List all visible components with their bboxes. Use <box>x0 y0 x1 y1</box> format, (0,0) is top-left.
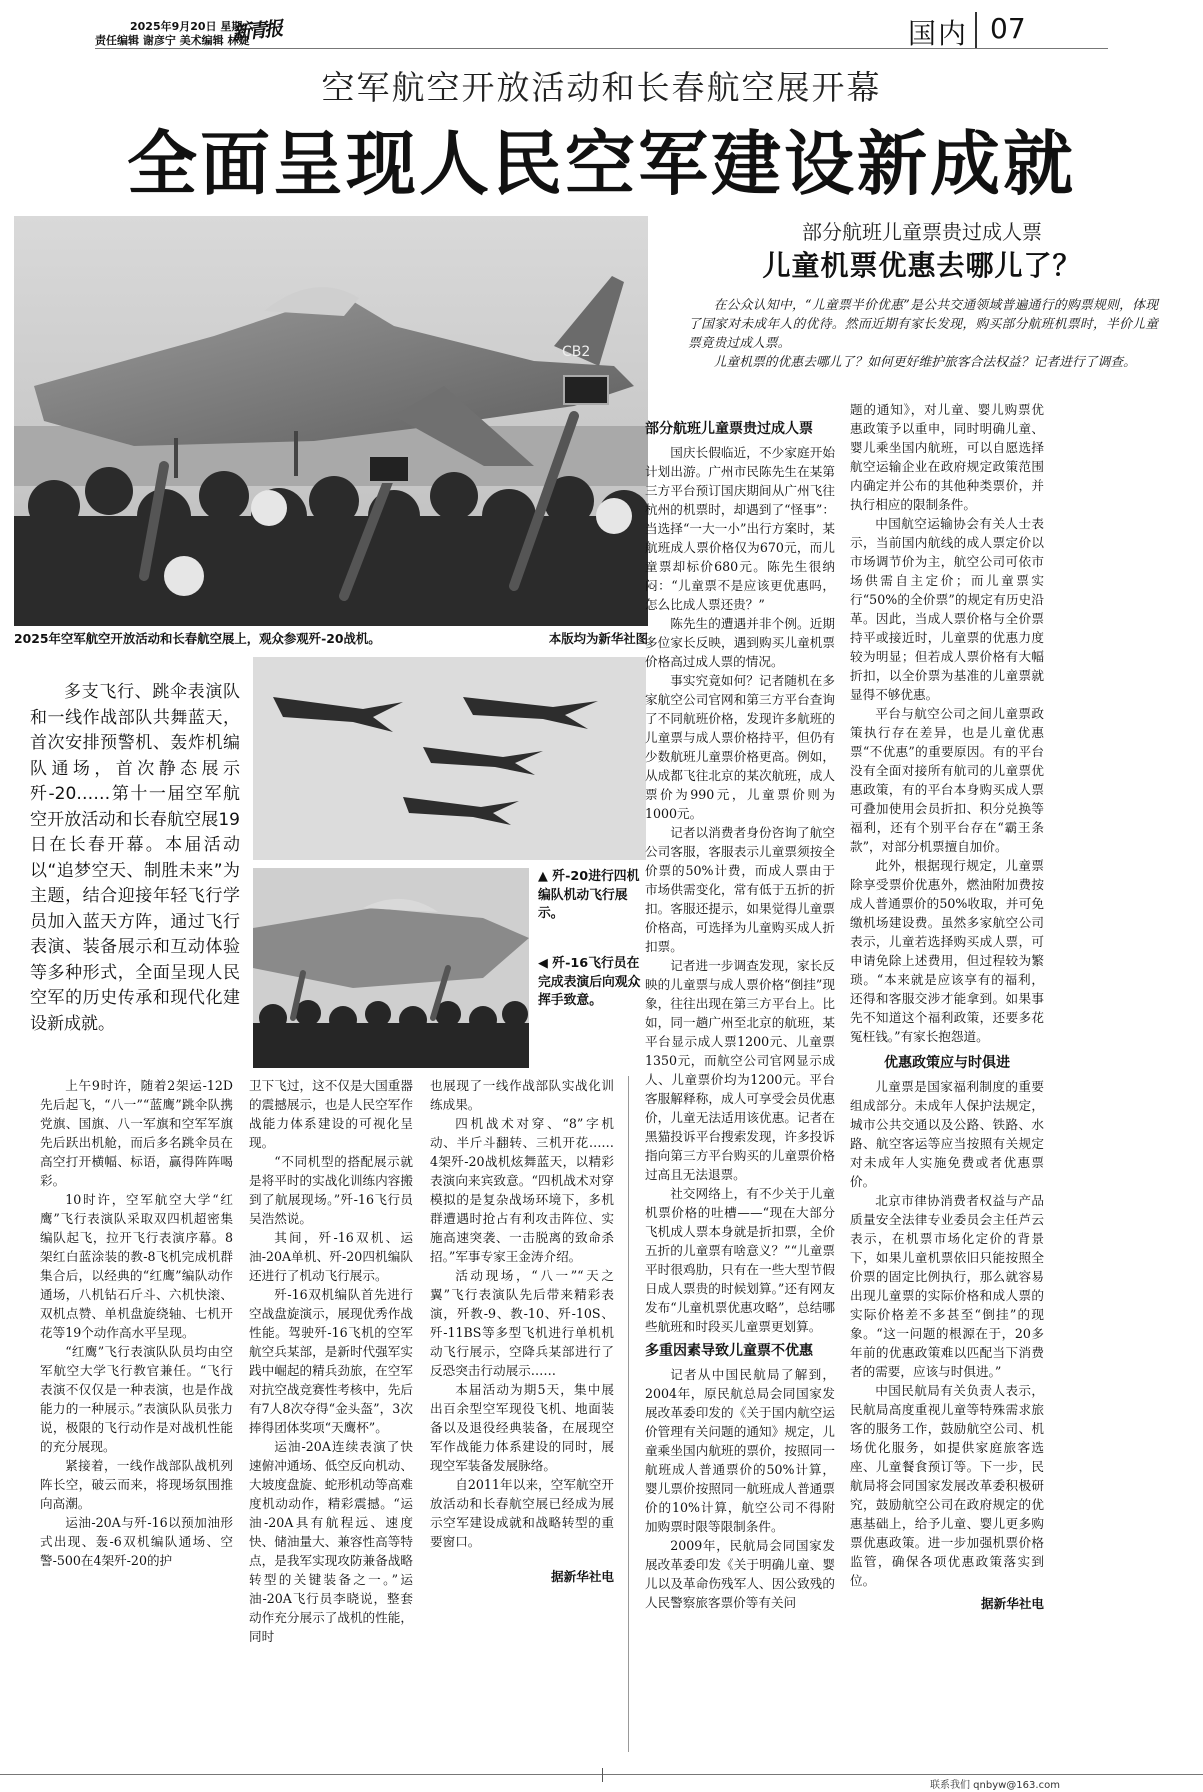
article2-col1: 部分航班儿童票贵过成人票 国庆长假临近，不少家庭开始计划出游。广州市民陈先生在某第三方平台预订国庆期间从广州飞往杭州的机票时，却遇到了“怪事”：当选择“一大一小”出行方案时，某航班成人票价格仅为670元，而儿童票却标价680元。陈先生很纳闷：“儿童票不是应该更优惠吗，怎么比成人票还贵？” 陈先生的遭遇并非个例。近期多位家长反映，遇到购买儿童机票价格高过成人票的情况。 事实究竟如何？记者随机在多家航空公司官网和第三方平台查询了不同航班价格，发现许多航班的儿童票与成人票价格持平，但仍有少数航班儿童票价格更高。例如，从成都飞往北京的某次航班，成人票价为990元，儿童票价则为1000元。 记者以消费者身份咨询了航空公司客服，客服表示儿童票须按全价票的50%计费，而成人票由于市场供需变化，常有低于五折的折扣。客服还提示，如果觉得儿童票价格高，可选择为儿童购买成人折扣票。 记者进一步调查发现，家长反映的儿童票与成人票价格“倒挂”现象，往往出现在第三方平台上。比如，同一趟广州至北京的航班，某平台显示成人票1200元、儿童票1350元，而航空公司官网显示成人、儿童票价均为1200元。平台客服解释称，成人可享受会员优惠价，儿童无法适用该优惠。记者在黑猫投诉平台搜索发现，许多投诉指向第三方平台购买的儿童票价格过高且无法退票。 社交网络上，有不少关于儿童机票价格的吐槽——“现在大部分飞机成人票本身就是折扣票，全价五折的儿童票有啥意义？”“儿童票平时很鸡肋，只有在一些大型节假日成人票贵的时候划算。”还有网友发布“儿童机票优惠攻略”，总结哪些航班和时段买儿童票更划算。 多重因素导致儿童票不优惠 记者从中国民航局了解到，2004年，原民航总局会同国家发展改革委印发的《关于国内航空运价管理有关问题的通知》规定，儿童乘坐国内航班的票价，按照同一航班成人普通票价的50%计算，婴儿票价按照同一航班成人普通票价的10%计算，航空公司不得附加购票时限等限制条件。 2009年，民航局会同国家发展改革委印发《关于明确儿童、婴儿以及革命伤残军人、因公致残的人民警察旅客票价等有关问 <box>645 421 835 1610</box>
article1-col2: 卫下飞过，这不仅是大国重器的震撼展示，也是人民空军作战能力体系建设的可视化呈现。 “不同机型的搭配展示就是将平时的实战化训练内容搬到了航展现场。”歼-16飞行员吴浩然说。 其间，歼-16双机、运油-20A单机、歼-20四机编队还进行了机动飞行展示。 歼-16双机编队首先进行空战盘旋演示，展现优秀作战性能。驾驶歼-16飞机的空军航空兵某部，是新时代强军实践中崛起的精兵劲旅，在空军对抗空战竞赛性考核中，先后有7人8次夺得“金头盔”，3次捧得团体奖项“天鹰杯”。 运油-20A连续表演了快速俯冲通场、低空反向机动、大坡度盘旋、蛇形机动等高难度机动动作，精彩震撼。“运油-20A具有航程远、速度快、储油量大、兼容性高等特点，是我军实现攻防兼备战略转型的关键装备之一。”运油-20A飞行员李晓说，整套动作充分展示了战机的性能，同时 <box>249 1078 413 1644</box>
main-photo-j20 <box>14 216 648 626</box>
formation-caption: ▲ 歼-20进行四机编队机动飞行展示。 <box>538 869 640 921</box>
j16-caption: ◀ 歼-16飞行员在完成表演后向观众挥手致意。 <box>538 956 641 1008</box>
article2-kicker: 部分航班儿童票贵过成人票 <box>802 220 1042 244</box>
section-label: 国内 <box>908 17 969 50</box>
article2-credit: 据新华社电 <box>981 1596 1044 1611</box>
newspaper-logo: 新青报 <box>231 17 282 45</box>
lead-paragraph: 多支飞行、跳伞表演队和一线作战部队共舞蓝天，首次安排预警机、轰炸机编队通场，首次静态展示歼-20……第十一届空军航空开放活动和长春航空展19日在长春开幕。本届活动以“追梦空天、制胜未来”为主题，结合迎接年轻飞行学员加入蓝天方阵，通过飞行表演、装备展示和互动体验等多种形式，全面呈现人民空军的历史传承和现代化建设新成就。 <box>30 682 240 1034</box>
j20-crowd-illustration <box>14 216 648 626</box>
article1-credit: 据新华社电 <box>551 1569 614 1584</box>
page-number: 07 <box>990 12 1026 45</box>
editors-line: 责任编辑 谢彦宁 美术编辑 林婕 <box>95 34 250 47</box>
article1-col3: 也展现了一线作战部队实战化训练成果。 四机战术对穿、“8”字机动、半斤斗翻转、三机开花……4架歼-20战机炫舞蓝天，以精彩表演向来宾致意。“四机战术对穿模拟的是复杂战场环境下，多机群遭遇时抢占有利攻击阵位、实施高速突袭、一击脱离的致命杀招。”军事专家王金涛介绍。 活动现场，“八一”“天之翼”飞行表演队先后带来精彩表演，歼教-9、教-10、歼-10S、歼-11BS等多型飞机进行单机机动飞行展示，空降兵某部进行了反恐突击行动展示…… 本届活动为期5天，集中展出百余型空军现役飞机、地面装备以及退役经典装备，在展现空军作战能力体系建设的同时，展现空军装备发展脉络。 自2011年以来，空军航空开放活动和长春航空展已经成为展示空军建设成就和战略转型的重要窗口。 据新华社电 <box>430 1078 614 1584</box>
headline-kicker: 空军航空开放活动和长春航空展开幕 <box>321 68 882 107</box>
article-divider <box>628 1076 629 1752</box>
article2-subheading-1: 部分航班儿童票贵过成人票 <box>645 421 813 437</box>
four-jet-formation <box>253 657 646 860</box>
tail-code: CB2 <box>562 344 591 360</box>
photo-credit: 本版均为新华社图 <box>548 631 648 646</box>
article2-subheading-3: 优惠政策应与时俱进 <box>884 1055 1010 1071</box>
headline-main: 全面呈现人民空军建设新成就 <box>127 123 1076 205</box>
date-line: 2025年9月20日 星期六 <box>130 20 254 33</box>
main-photo-caption: 2025年空军航空开放活动和长春航空展上，观众参观歼-20战机。 <box>14 631 381 646</box>
article2-col2: 题的通知》，对儿童、婴儿购票优惠政策予以重申，同时明确儿童、婴儿乘坐国内航班，可以自愿选择航空运输企业在政府规定政策范围内确定并公布的其他种类票价，并执行相应的限制条件。 中国航空运输协会有关人士表示，当前国内航线的成人票定价以市场调节价为主，航空公司可依市场供需自主定价；而儿童票实行“50%的全价票”的规定有历史沿革。因此，当成人票价格与全价票持平或接近时，儿童票的优惠力度较为明显；但若成人票价格有大幅折扣，以全价票为基准的儿童票就显得不够优惠。 平台与航空公司之间儿童票政策执行存在差异，也是儿童优惠票“不优惠”的重要原因。有的平台没有全面对接所有航司的儿童票优惠政策，有的平台本身购买成人票可叠加使用会员折扣、积分兑换等福利，还有个别平台存在“霸王条款”，对部分机票擅自加价。 此外，根据现行规定，儿童票除享受票价优惠外，燃油附加费按成人普通票价的50%收取，并可免缴机场建设费。虽然多家航空公司表示，儿童若选择购买成人票，可申请免除上述费用，但过程较为繁琐。“本来就是应该享有的福利，还得和客服交涉才能拿到。如果事先不知道这个福利政策，还要多花冤枉钱。”有家长抱怨道。 优惠政策应与时俱进 儿童票是国家福利制度的重要组成部分。未成年人保护法规定，城市公共交通以及公路、铁路、水路、航空客运等应当按照有关规定对未成年人实施免费或者优惠票价。 北京市律协消费者权益与产品质量安全法律专业委员会主任芦云表示，在机票市场化定价的背景下，如果儿童机票依旧只能按照全价票的固定比例执行，那么就容易出现儿童票的实际价格和成人票的实际价格差不多甚至“倒挂”的现象。“这一问题的根源在于，20多年前的优惠政策难以匹配当下消费者的需要，应该与时俱进。” 中国民航局有关负责人表示，民航局高度重视儿童等特殊需求旅客的服务工作，鼓励航空公司、机场优化服务，如提供家庭旅客选座、儿童餐食预订等。下一步，民航局将会同国家发展改革委积极研究，鼓励航空公司在政府规定的优惠基础上，给予儿童、婴儿更多购票优惠政策。进一步加强机票价格监管，确保各项优惠政策落实到位。 据新华社电 <box>850 402 1044 1611</box>
section-divider <box>975 12 977 48</box>
footer-contact: 联系我们 qnbyw@163.com <box>930 1780 1060 1791</box>
article2-intro: 在公众认知中，“儿童票半价优惠”是公共交通领域普遍通行的购票规则，体现了国家对未成年人的优待。然而近期有家长发现，购买部分航班机票时，半价儿童票竟贵过成人票。 儿童机票的优惠去哪儿了？如何更好维护旅客合法权益？记者进行了调查。 <box>688 298 1158 370</box>
article2-title: 儿童机票优惠去哪儿了？ <box>762 249 1082 282</box>
article2-subheading-2: 多重因素导致儿童票不优惠 <box>645 1343 813 1359</box>
j16-pilot-photo <box>253 868 529 1068</box>
j16-crowd-illustration <box>253 868 529 1068</box>
fold-mark <box>602 1768 603 1782</box>
formation-photo <box>253 657 646 860</box>
article1-col1: 上午9时许，随着2架运-12D先后起飞，“八一”“蓝鹰”跳伞队携党旗、国旗、八一军旗和空军军旗先后跃出机舱，而后多名跳伞员在高空打开横幅、标语，赢得阵阵喝彩。 10时许，空军航空大学“红鹰”飞行表演队采取双四机超密集编队起飞，拉开飞行表演序幕。8架红白蓝涂装的教-8飞机完成机群集合后，以经典的“红鹰”编队动作通场，八机钻石斤斗、六机快滚、双机点赞、单机盘旋绕轴、七机开花等19个动作高水平呈现。 “红鹰”飞行表演队队员均由空军航空大学飞行教官兼任。“飞行表演不仅仅是一种表演，也是作战能力的一种展示。”表演队队员张力说，极限的飞行动作是对战机性能的充分展现。 紧接着，一线作战部队战机列阵长空，破云而来，将现场氛围推向高潮。 运油-20A与歼-16以预加油形式出现、轰-6双机编队通场、空警-500在4架歼-20的护 <box>40 1078 233 1568</box>
